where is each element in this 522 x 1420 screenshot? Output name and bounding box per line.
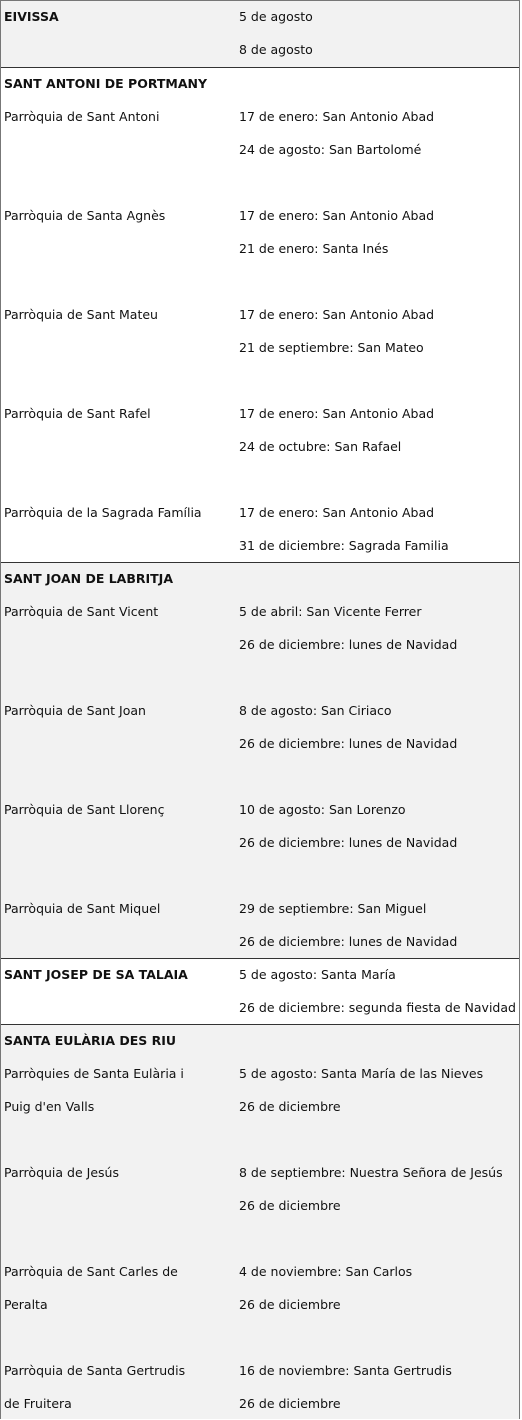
holiday-date: 16 de noviembre: Santa Gertrudis [239,1363,452,1378]
holiday-date: 5 de agosto: Santa María [239,967,396,982]
holiday-date: 8 de agosto: San Ciriaco [239,703,392,718]
holiday-date: 26 de diciembre: lunes de Navidad [239,736,458,751]
parish-name: de Fruitera [4,1396,72,1411]
parish-name: Parròquia de la Sagrada Família [4,505,202,520]
holiday-date: 8 de agosto [239,42,313,57]
section-sant-antoni-de-portmany [1,67,519,562]
holiday-date: 29 de septiembre: San Miguel [239,901,427,916]
parish-name: Parròquia de Santa Gertrudis [4,1363,186,1378]
holiday-date: 17 de enero: San Antonio Abad [239,505,435,520]
section-sant-joan-de-labritja [1,562,519,958]
parish-name: Parròquia de Sant Miquel [4,901,161,916]
holiday-date: 31 de diciembre: Sagrada Familia [239,538,449,553]
holiday-date: 8 de septiembre: Nuestra Señora de Jesús [239,1165,503,1180]
holiday-date: 26 de diciembre [239,1396,341,1411]
holiday-date: 24 de agosto: San Bartolomé [239,142,422,157]
parish-name: Parròquia de Sant Antoni [4,109,160,124]
holiday-date: 26 de diciembre: lunes de Navidad [239,934,458,949]
parish-name: Puig d'en Valls [4,1099,95,1114]
holiday-date: 26 de diciembre [239,1198,341,1213]
holiday-date: 21 de enero: Santa Inés [239,241,389,256]
holiday-date: 17 de enero: San Antonio Abad [239,406,435,421]
holiday-date: 26 de diciembre [239,1297,341,1312]
section-sant-josep-de-sa-talaia [1,958,519,1024]
holiday-date: 26 de diciembre: lunes de Navidad [239,637,458,652]
holiday-date: 5 de abril: San Vicente Ferrer [239,604,422,619]
holiday-date: 24 de octubre: San Rafael [239,439,402,454]
municipality-name: EIVISSA [4,9,59,24]
holiday-date: 26 de diciembre: segunda fiesta de Navidad [239,1000,516,1015]
holiday-date: 26 de diciembre [239,1099,341,1114]
municipality-name: SANTA EULÀRIA DES RIU [4,1033,177,1048]
parish-name: Parròquia de Jesús [4,1165,119,1180]
municipality-name: SANT JOAN DE LABRITJA [4,571,174,586]
municipality-name: SANT ANTONI DE PORTMANY [4,76,208,91]
holiday-date: 10 de agosto: San Lorenzo [239,802,406,817]
parish-name: Parròquia de Santa Agnès [4,208,166,223]
parish-name: Parròquia de Sant Rafel [4,406,151,421]
section-eivissa [1,1,519,67]
holiday-date: 17 de enero: San Antonio Abad [239,109,435,124]
holiday-date: 17 de enero: San Antonio Abad [239,208,435,223]
holiday-date: 5 de agosto: Santa María de las Nieves [239,1066,484,1081]
parish-name: Parròquia de Sant Mateu [4,307,158,322]
parish-name: Parròquia de Sant Vicent [4,604,159,619]
holiday-date: 4 de noviembre: San Carlos [239,1264,413,1279]
holiday-date: 26 de diciembre: lunes de Navidad [239,835,458,850]
holiday-date: 21 de septiembre: San Mateo [239,340,424,355]
parish-name: Parròquia de Sant Carles de [4,1264,178,1279]
parish-name: Parròquies de Santa Eulària i [4,1066,184,1081]
municipality-name: SANT JOSEP DE SA TALAIA [4,967,188,982]
holiday-date: 5 de agosto [239,9,313,24]
parish-name: Peralta [4,1297,48,1312]
section-santa-eularia-des-riu [1,1024,519,1419]
holiday-date: 17 de enero: San Antonio Abad [239,307,435,322]
parish-name: Parròquia de Sant Llorenç [4,802,165,817]
parish-name: Parròquia de Sant Joan [4,703,146,718]
